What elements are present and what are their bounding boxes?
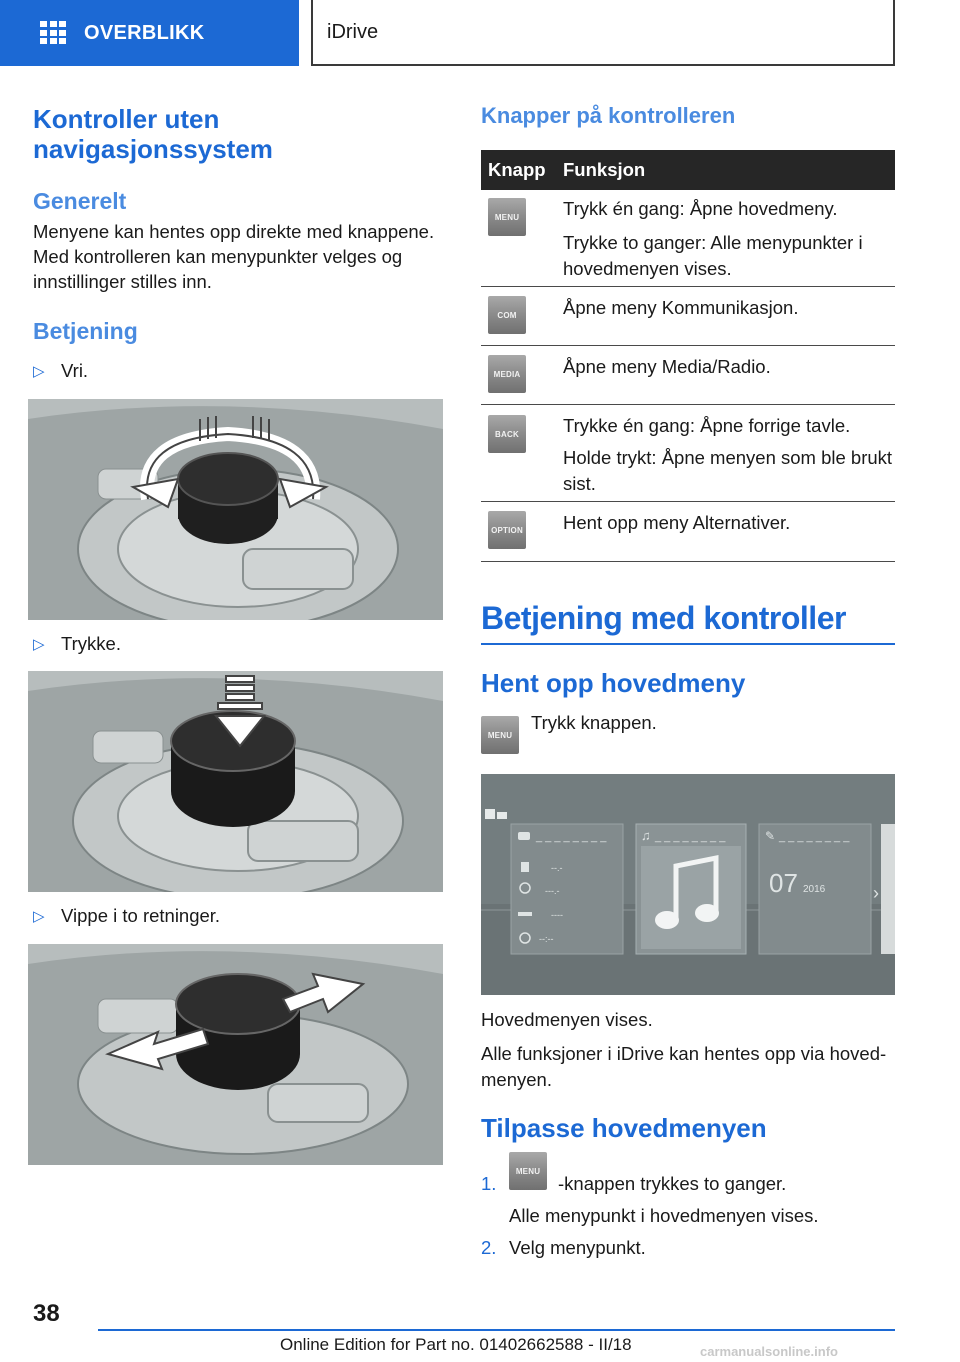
heading-general: Generelt — [33, 188, 127, 214]
step-text: -knappen trykkes to ganger. — [558, 1173, 787, 1194]
bullet-press — [33, 633, 121, 655]
value-1: --.- — [551, 863, 563, 873]
option-key-icon: OPTION — [488, 511, 526, 549]
tile-dashes-2: _ _ _ _ _ _ _ _ — [655, 831, 726, 843]
step-subtext: Alle menypunkt i hovedmenyen vises. — [509, 1205, 819, 1226]
com-key-icon: COM — [488, 296, 526, 334]
menu-key-icon: MENU — [481, 716, 519, 754]
heading-operation-with-controller: Betjening med kontroller — [481, 600, 895, 645]
bullet-text: Trykke. — [61, 633, 121, 654]
svg-text:✎: ✎ — [765, 829, 776, 843]
step-number: 2. — [481, 1237, 497, 1258]
back-key-icon: BACK — [488, 415, 526, 453]
main-menu-display — [481, 774, 895, 995]
tile-dashes-1: _ _ _ _ _ _ _ _ — [536, 831, 607, 843]
step-text: Velg menypunkt. — [509, 1237, 646, 1258]
value-2: ---.- — [545, 886, 560, 896]
triangle-bullet-icon: ▷ — [33, 908, 45, 925]
main-menu-screenshot — [481, 774, 895, 995]
row-function-line: Trykke to ganger: Alle menypunkter i hovedmenyen vises. — [563, 232, 863, 279]
bullet-text: Vippe i to retninger. — [61, 905, 221, 926]
col-header-button: Knapp — [488, 159, 546, 180]
bullet-rotate — [33, 360, 88, 382]
figure-controller-rotate — [28, 399, 443, 620]
bullet-tilt — [33, 905, 220, 927]
row-function-line: Åpne meny Kommunikasjon. — [563, 297, 799, 318]
table-row — [481, 502, 895, 562]
section-title-controller: Kontroller uten navigasjonssystem — [33, 104, 273, 164]
heading-buttons: Knapper på kontrolleren — [481, 103, 736, 128]
heading-operation: Betjening — [33, 318, 138, 344]
main-menu-shown-text: Hovedmenyen vises. — [481, 1009, 653, 1030]
tab-idrive[interactable] — [311, 0, 895, 66]
edition-text: Online Edition for Part no. 01402662588 - II/18 — [280, 1335, 632, 1354]
row-function-line: Holde trykt: Åpne menyen som ble brukt sist. — [563, 447, 893, 494]
controller-rotate-illustration — [28, 399, 443, 620]
svg-text:›: › — [873, 883, 879, 903]
triangle-bullet-icon: ▷ — [33, 363, 45, 380]
row-function-line: Åpne meny Media/Radio. — [563, 356, 771, 377]
row-function-line: Trykke én gang: Åpne forrige tavle. — [563, 415, 851, 436]
media-key-icon: MEDIA — [488, 355, 526, 393]
watermark: carmanualsonline.info — [700, 1344, 838, 1359]
tab-overview[interactable] — [0, 0, 299, 66]
table-row — [481, 346, 895, 405]
controller-press-illustration — [28, 671, 443, 892]
step-number: 1. — [481, 1173, 497, 1194]
heading-customize-main-menu: Tilpasse hovedmenyen — [481, 1113, 767, 1143]
col-header-function: Funksjon — [563, 159, 646, 180]
table-row — [481, 190, 895, 287]
heading-open-main-menu: Hent opp hovedmeny — [481, 668, 746, 698]
triangle-bullet-icon: ▷ — [33, 636, 45, 653]
tile-dashes-3: _ _ _ _ _ _ _ _ — [779, 831, 850, 843]
date-day: 07 — [769, 868, 798, 898]
all-functions-text: Alle funksjoner i iDrive kan hentes opp via hovedmenyen. — [481, 1043, 887, 1090]
buttons-table-header — [481, 150, 895, 190]
table-row — [481, 287, 895, 346]
date-year: 2016 — [803, 884, 826, 895]
page-header — [0, 0, 960, 66]
bullet-text: Vri. — [61, 360, 89, 381]
grid-icon — [40, 21, 66, 45]
general-text: Menyene kan hentes opp direkte med knappene. Med kontrolleren kan menypunkter velges og innstillinger stilles inn. — [33, 221, 435, 292]
controller-tilt-illustration — [28, 944, 443, 1165]
press-button-text: Trykk knappen. — [531, 712, 657, 733]
footer-divider — [98, 1329, 895, 1331]
figure-controller-tilt — [28, 944, 443, 1165]
menu-key-icon: MENU — [488, 198, 526, 236]
left-column — [33, 104, 453, 345]
value-3: ---- — [551, 910, 563, 920]
value-4: --:-- — [539, 934, 554, 944]
row-function-line: Trykk én gang: Åpne hovedmeny. — [563, 198, 838, 219]
page-number: 38 — [33, 1300, 60, 1327]
menu-key-icon: MENU — [509, 1152, 547, 1190]
tab-overview-label: OVERBLIKK — [84, 21, 205, 44]
row-function-line: Hent opp meny Alternativer. — [563, 512, 791, 533]
tab-idrive-label: iDrive — [327, 20, 379, 43]
svg-text:♫: ♫ — [641, 828, 651, 843]
table-row — [481, 405, 895, 502]
figure-controller-press — [28, 671, 443, 892]
